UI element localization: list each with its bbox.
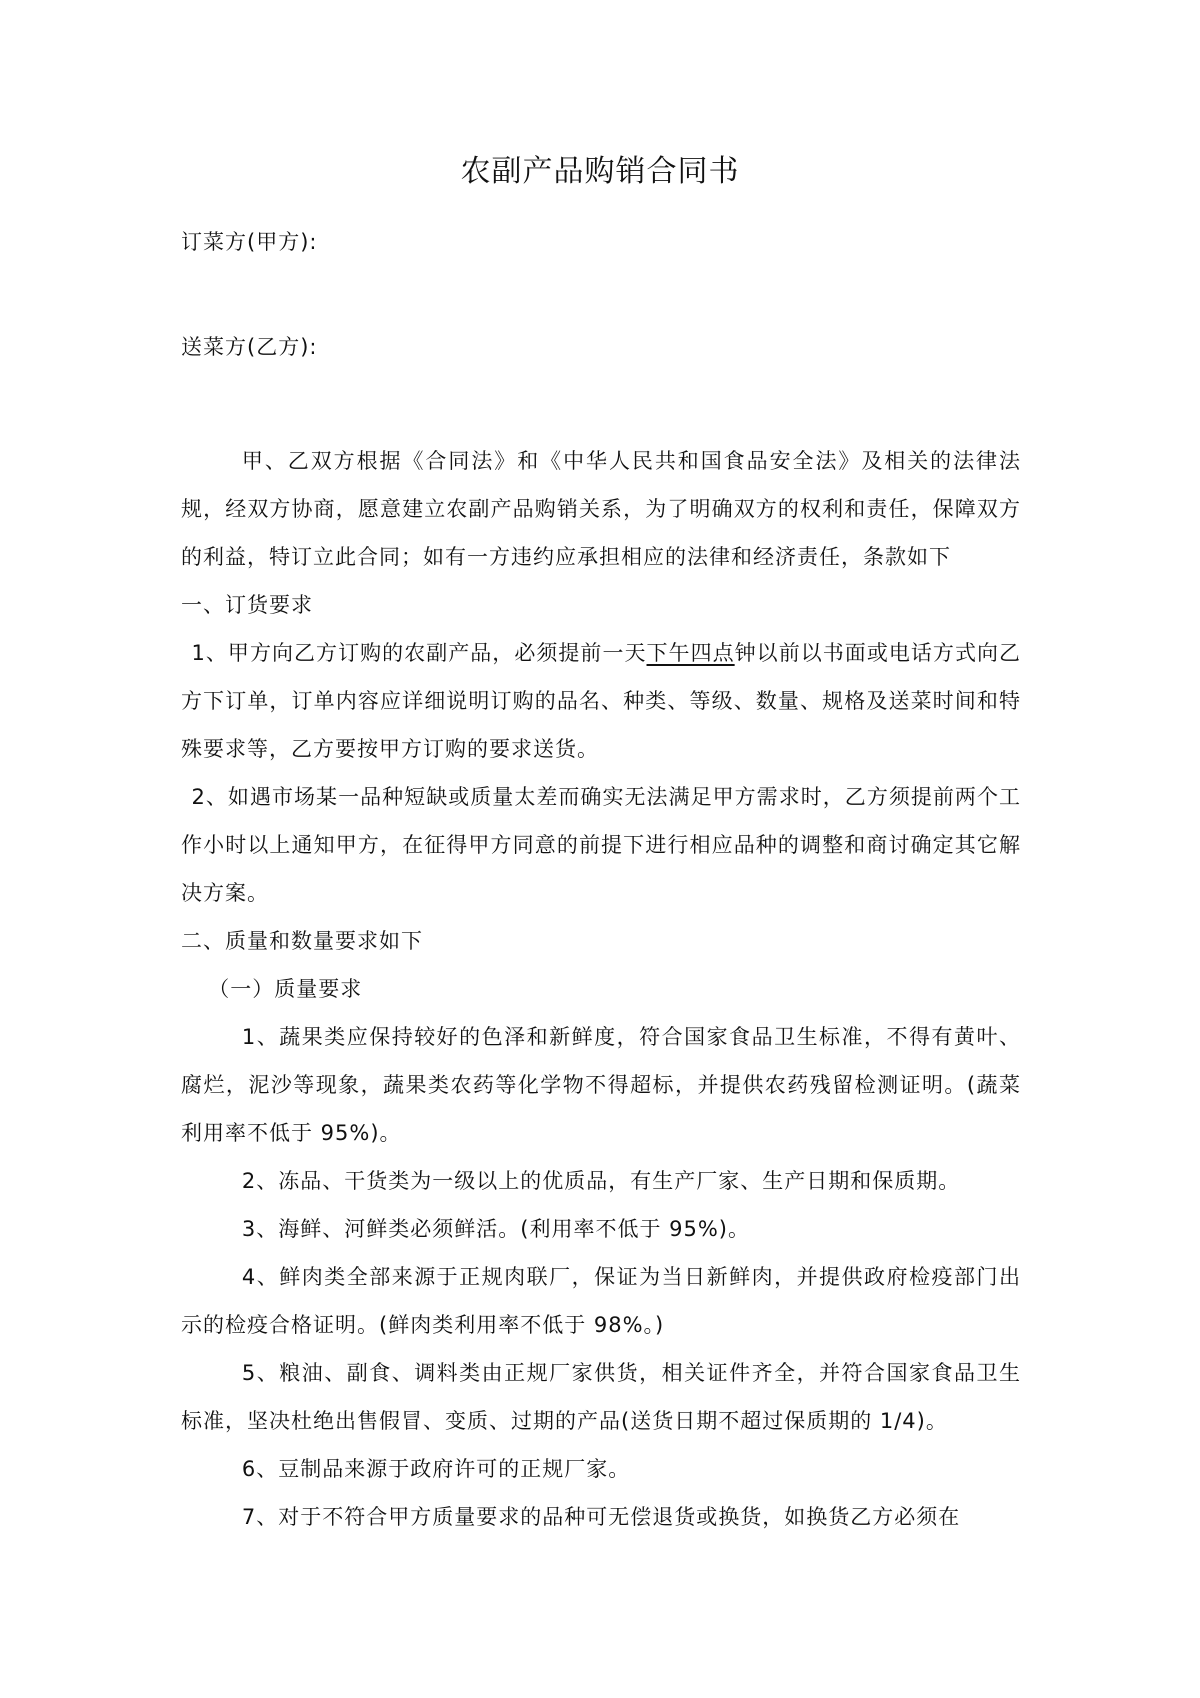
item-1-deadline-underlined: 下午四点	[646, 641, 735, 665]
party-a-line: 订菜方(甲方):	[181, 230, 318, 254]
preamble-paragraph: 甲、乙双方根据《合同法》和《中华人民共和国食品安全法》及相关的法律法规，经双方协商，愿意建立农副产品购销关系，为了明确双方的权利和责任，保障双方的利益，特订立此合同；如有一方违约应承担相应的法律和经济责任，条款如下	[181, 449, 1021, 569]
item-1-text-before: 1、甲方向乙方订购的农副产品，必须提前一天	[191, 641, 647, 665]
quality-item-4: 4、鲜肉类全部来源于正规肉联厂，保证为当日新鲜肉，并提供政府检疫部门出示的检疫合格证明。(鲜肉类利用率不低于 98%。)	[181, 1265, 1021, 1337]
section-1-heading: 一、订货要求	[181, 593, 313, 617]
section-1-item-2: 2、如遇市场某一品种短缺或质量太差而确实无法满足甲方需求时，乙方须提前两个工作小时以上通知甲方，在征得甲方同意的前提下进行相应品种的调整和商讨确定其它解决方案。	[181, 785, 1021, 905]
quality-item-1: 1、蔬果类应保持较好的色泽和新鲜度，符合国家食品卫生标准，不得有黄叶、腐烂，泥沙等现象，蔬果类农药等化学物不得超标，并提供农药残留检测证明。(蔬菜利用率不低于 95%)。	[181, 1025, 1021, 1145]
quality-item-5: 5、粮油、副食、调料类由正规厂家供货，相关证件齐全，并符合国家食品卫生标准，坚决杜绝出售假冒、变质、过期的产品(送货日期不超过保质期的 1/4)。	[181, 1361, 1021, 1433]
quality-item-2: 2、冻品、干货类为一级以上的优质品，有生产厂家、生产日期和保质期。	[241, 1169, 961, 1193]
quality-item-3: 3、海鲜、河鲜类必须鲜活。(利用率不低于 95%)。	[241, 1217, 750, 1241]
section-1-item-1	[181, 629, 1021, 773]
party-b-line: 送菜方(乙方):	[181, 335, 318, 359]
document-body	[181, 218, 1021, 1541]
section-2-heading: 二、质量和数量要求如下	[181, 929, 423, 953]
document-title: 农副产品购销合同书	[460, 154, 740, 189]
section-2-sub-heading: （一）质量要求	[208, 977, 363, 1001]
quality-item-6: 6、豆制品来源于政府许可的正规厂家。	[241, 1457, 631, 1481]
quality-item-7: 7、对于不符合甲方质量要求的品种可无偿退货或换货，如换货乙方必须在	[241, 1505, 961, 1529]
item-1-text-after: 钟以前以书面或电话方式向乙方下订单，订单内容应详细说明订购的品名、种类、等级、数量、规格及送菜时间和特殊要求等，乙方要按甲方订购的要求送货。	[181, 641, 1022, 761]
